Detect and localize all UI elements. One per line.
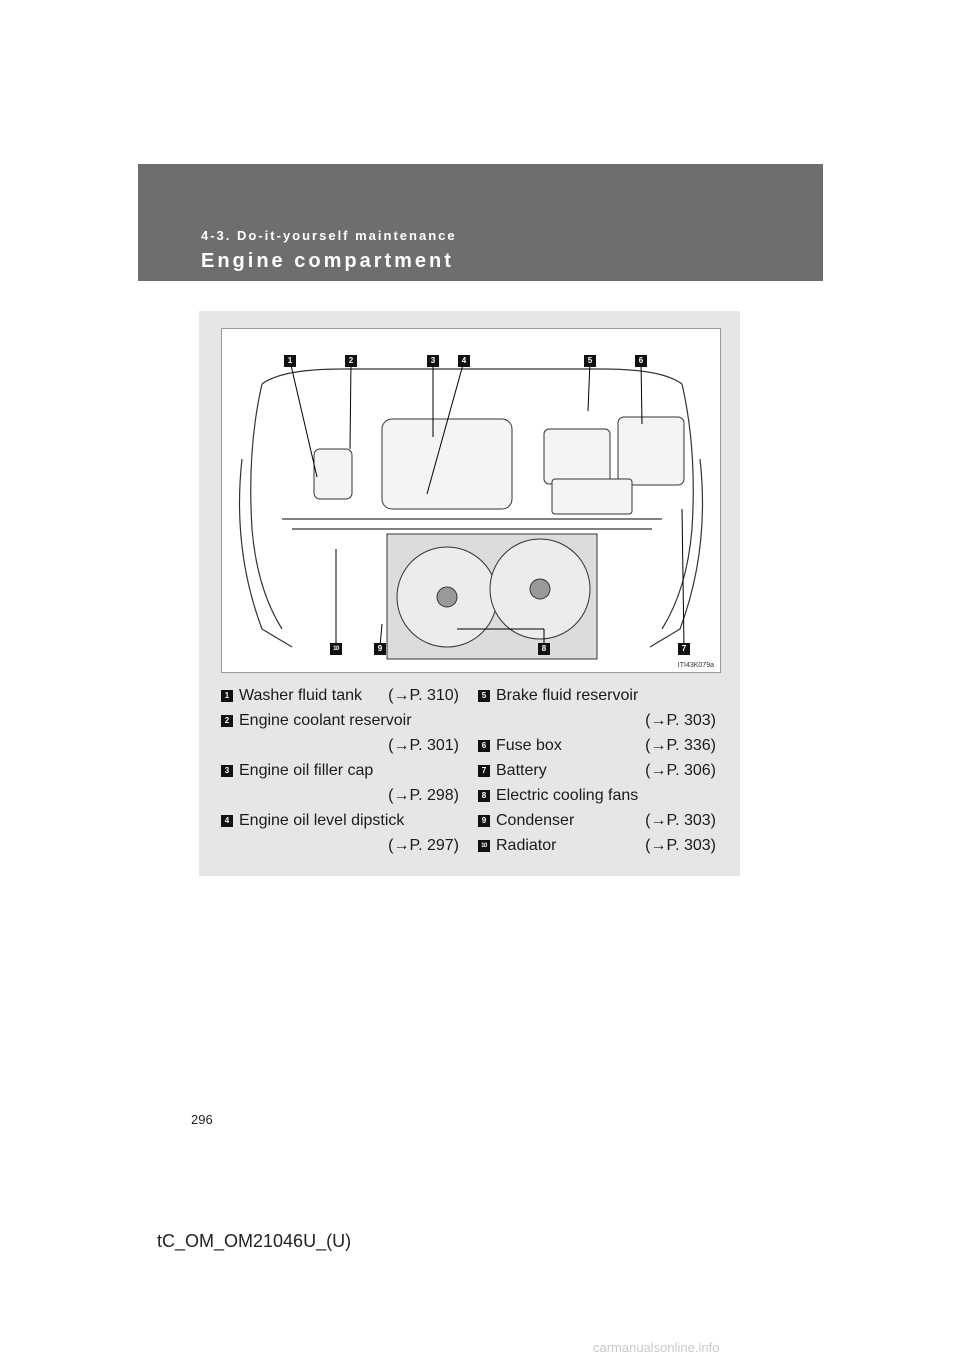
legend-item xyxy=(478,683,728,733)
page-ref: (→P. 336) xyxy=(645,737,716,754)
legend-number: 9 xyxy=(478,815,490,827)
callout-2: 2 xyxy=(345,355,357,367)
engine-block-shape xyxy=(382,419,512,509)
legend-item xyxy=(221,758,471,808)
battery-shape xyxy=(552,479,632,514)
right-bumper-curve xyxy=(650,459,703,647)
page-ref: (→P. 301) xyxy=(388,737,459,754)
legend-name: Brake fluid reservoir xyxy=(496,687,639,704)
engine-illustration xyxy=(221,328,721,673)
page-number: 296 xyxy=(191,1112,213,1127)
legend-number: 2 xyxy=(221,715,233,727)
legend-item xyxy=(478,833,728,858)
callout-4: 4 xyxy=(458,355,470,367)
legend-item xyxy=(478,808,728,833)
legend-name: Engine coolant reservoir xyxy=(239,712,412,729)
callout-10: 10 xyxy=(330,643,342,655)
page-ref: (→P. 303) xyxy=(645,837,716,854)
page-ref: (→P. 303) xyxy=(645,712,716,729)
left-fender-line xyxy=(251,384,282,629)
legend-number: 6 xyxy=(478,740,490,752)
legend-name: Engine oil filler cap xyxy=(239,762,374,779)
callout-1: 1 xyxy=(284,355,296,367)
left-bumper-curve xyxy=(240,459,293,647)
legend-name: Condenser xyxy=(496,812,575,829)
callout-3: 3 xyxy=(427,355,439,367)
callout-9: 9 xyxy=(374,643,386,655)
section-label: 4-3. Do-it-yourself maintenance xyxy=(201,228,457,243)
image-code: ITI43K079a xyxy=(677,662,714,669)
legend-name: Engine oil level dipstick xyxy=(239,812,405,829)
legend-name: Washer fluid tank xyxy=(239,687,363,704)
legend-number: 7 xyxy=(478,765,490,777)
legend-item xyxy=(478,733,728,758)
washer-tank-shape xyxy=(314,449,352,499)
page-title: Engine compartment xyxy=(201,250,454,272)
legend-name: Battery xyxy=(496,762,547,779)
fuse-box-shape xyxy=(618,417,684,485)
legend-item xyxy=(478,783,728,808)
engine-drawing xyxy=(222,329,720,672)
legend-number: 4 xyxy=(221,815,233,827)
legend-item xyxy=(221,708,471,758)
legend-number: 5 xyxy=(478,690,490,702)
legend-left xyxy=(221,683,471,858)
legend-item xyxy=(221,683,471,708)
page-ref: (→P. 303) xyxy=(645,812,716,829)
legend-name: Electric cooling fans xyxy=(496,787,639,804)
legend-number: 1 xyxy=(221,690,233,702)
callout-8: 8 xyxy=(538,643,550,655)
legend-item xyxy=(221,808,471,858)
page-ref: (→P. 306) xyxy=(645,762,716,779)
legend-number: 3 xyxy=(221,765,233,777)
hood-outline xyxy=(262,369,682,384)
legend-item xyxy=(478,758,728,783)
header-band xyxy=(138,164,823,281)
document-id: tC_OM_OM21046U_(U) xyxy=(157,1231,352,1251)
legend-number: 8 xyxy=(478,790,490,802)
watermark: carmanualsonline.info xyxy=(593,1340,720,1355)
legend-right xyxy=(478,683,728,858)
callout-6: 6 xyxy=(635,355,647,367)
callout-5: 5 xyxy=(584,355,596,367)
legend-name: Radiator xyxy=(496,837,557,854)
page-ref: (→P. 310) xyxy=(388,687,459,704)
callout-7: 7 xyxy=(678,643,690,655)
page-ref: (→P. 298) xyxy=(388,787,459,804)
page-ref: (→P. 297) xyxy=(388,837,459,854)
legend-number: 10 xyxy=(478,840,490,852)
legend-name: Fuse box xyxy=(496,737,562,754)
figure-box xyxy=(199,311,740,876)
brake-area-shape xyxy=(544,429,610,484)
